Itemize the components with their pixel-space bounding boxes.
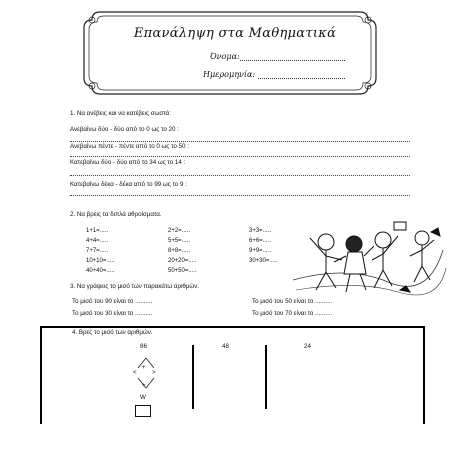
sum-item: 2+2=..... bbox=[168, 228, 191, 234]
task-item: Κατεβαίνω δύο - δύο από το 34 ως το 14 : bbox=[70, 159, 186, 166]
column-divider bbox=[192, 345, 194, 409]
column-divider bbox=[265, 345, 267, 409]
half-question: Το μισό του 30 είναι το .......... bbox=[72, 310, 153, 317]
task-item: Κατεβαίνω δέκα - δέκα από το 99 ως το 9 : bbox=[70, 181, 187, 188]
number-label: 48 bbox=[222, 343, 229, 350]
sum-item: 10+10=..... bbox=[86, 258, 115, 264]
diagram-symbol: + bbox=[142, 382, 146, 389]
sum-item: 50+50=..... bbox=[168, 268, 197, 274]
section4-heading: 4. Βρες το μισό των αριθμών. bbox=[72, 329, 153, 336]
half-question: Το μισό του 50 είναι το .......... bbox=[252, 298, 333, 305]
section1-heading: 1. Να ανέβεις και να κατέβεις σωστά: bbox=[70, 110, 171, 117]
diagram-symbol: + bbox=[142, 364, 146, 371]
name-label: Όνομα: bbox=[210, 52, 240, 61]
sum-item: 3+3=..... bbox=[249, 228, 272, 234]
sum-item: 7+7=..... bbox=[86, 248, 109, 254]
date-label: Ημερομηνία: bbox=[203, 70, 256, 79]
sum-item: 5+5=..... bbox=[168, 238, 191, 244]
section3-heading: 3. Να γράψεις το μισό των παρακάτω αριθμών. bbox=[70, 283, 199, 290]
box-left-border bbox=[40, 326, 42, 424]
task-item: Ανεβαίνω δύο - δύο από το 0 ως το 20 : bbox=[70, 126, 179, 133]
sum-item: 40+40=..... bbox=[86, 268, 115, 274]
box-top-border bbox=[40, 326, 425, 328]
sum-item: 4+4=..... bbox=[86, 238, 109, 244]
diagram-symbol: > bbox=[152, 369, 156, 376]
half-question: Το μισό του 70 είναι το .......... bbox=[252, 310, 333, 317]
number-label: 86 bbox=[140, 343, 147, 350]
sum-item: 20+20=..... bbox=[168, 258, 197, 264]
sum-item: 30+30=..... bbox=[249, 258, 278, 264]
children-illustration bbox=[288, 210, 448, 305]
half-question: Το μισό του 90 είναι το .......... bbox=[72, 298, 153, 305]
section2-heading: 2. Να βρεις τα διπλά αθροίσματα. bbox=[70, 211, 162, 218]
sum-item: 8+8=..... bbox=[168, 248, 191, 254]
date-field[interactable] bbox=[258, 78, 345, 79]
name-field[interactable] bbox=[240, 60, 345, 61]
answer-line[interactable] bbox=[70, 141, 410, 142]
task-item: Ανεβαίνω πέντε - πέντε από το 0 ως το 50 : bbox=[70, 143, 189, 150]
answer-box[interactable] bbox=[135, 405, 151, 417]
box-right-border bbox=[423, 326, 425, 424]
answer-line[interactable] bbox=[70, 156, 410, 157]
sum-item: 6+6=..... bbox=[249, 238, 272, 244]
diagram-symbol: < bbox=[133, 369, 137, 376]
answer-line[interactable] bbox=[70, 175, 410, 176]
sum-item: 9+9=..... bbox=[249, 248, 272, 254]
page-title: Επανάληψη στα Μαθηματικά bbox=[133, 26, 337, 41]
sum-item: 1+1=..... bbox=[86, 228, 109, 234]
diagram-symbol: W bbox=[140, 394, 146, 401]
number-label: 24 bbox=[304, 343, 311, 350]
answer-line[interactable] bbox=[70, 195, 410, 196]
